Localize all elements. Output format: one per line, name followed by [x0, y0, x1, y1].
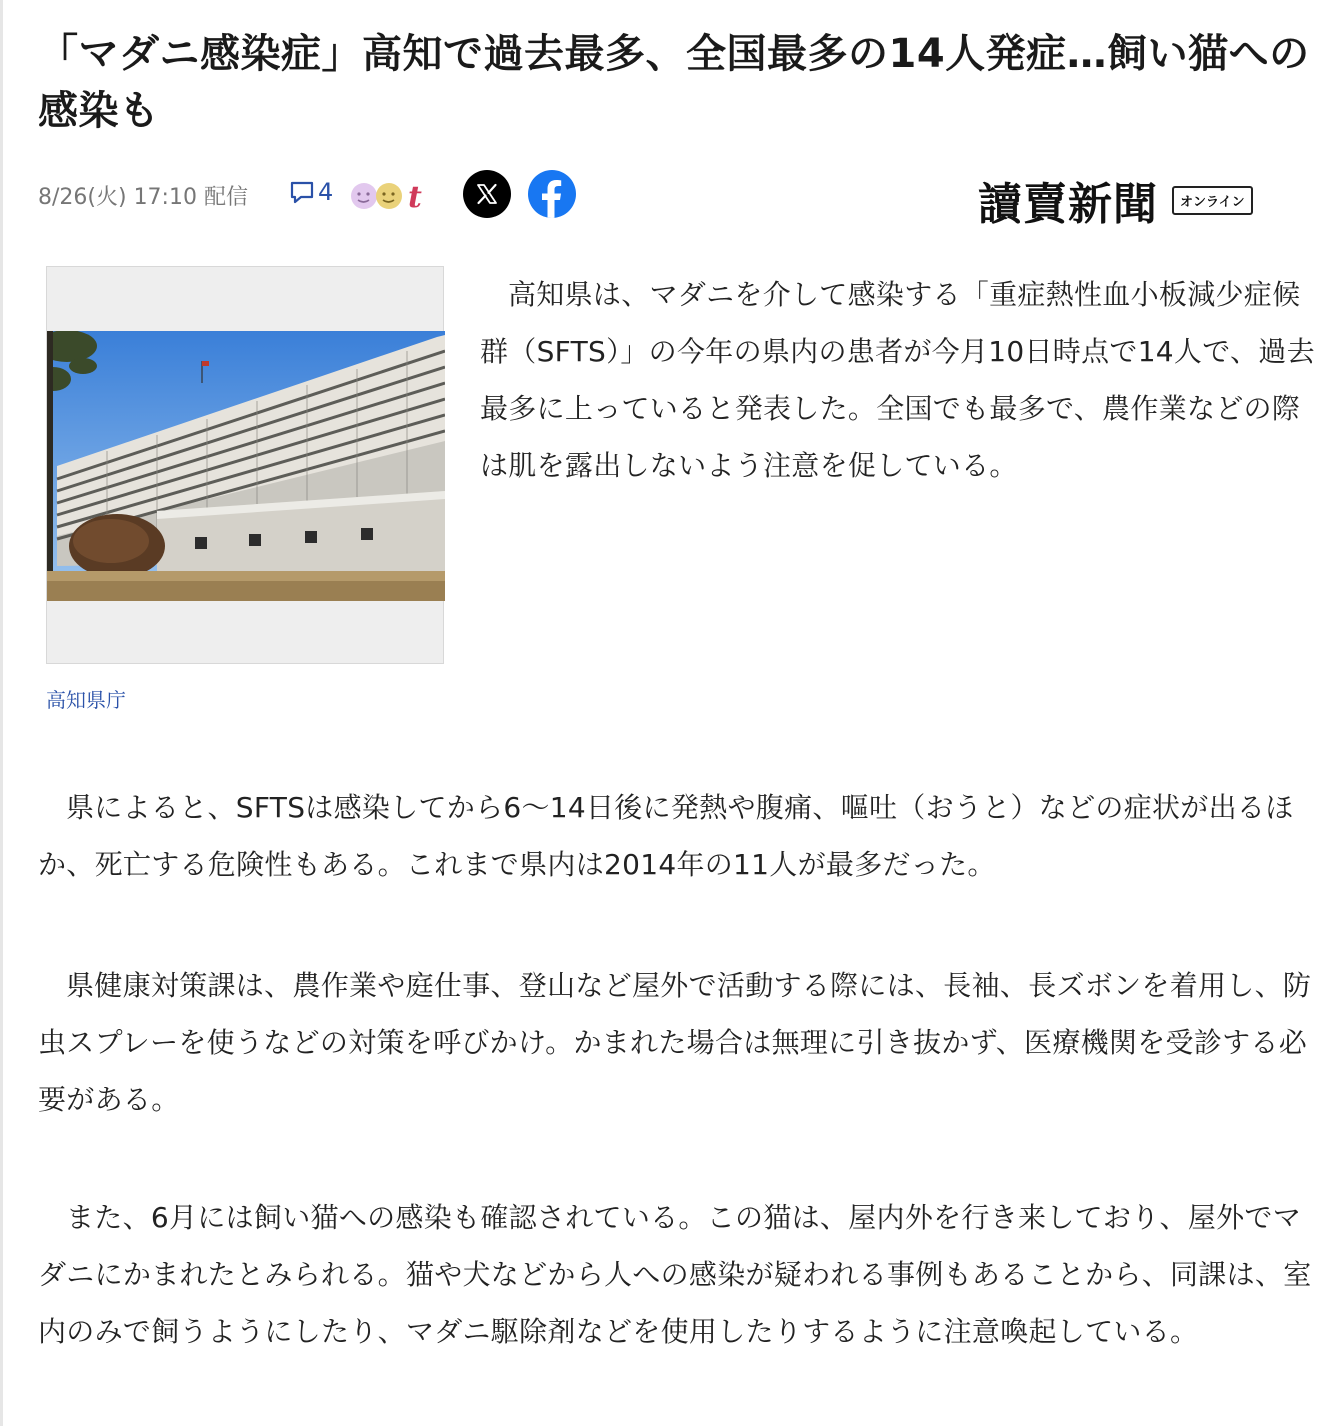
x-logo-icon — [476, 183, 498, 205]
left-border — [0, 0, 3, 1426]
publisher-name: 讀賣新聞 — [978, 179, 1158, 230]
reaction-faces-icon[interactable] — [348, 176, 428, 212]
article-paragraph: 高知県は、マダニを介して感染する「重症熱性血小板減少症候群（SFTS）」の今年の県内の患者が今月10日時点で14人で、過去最多に上っていると発表した。全国でも最多で、農作業などの際は肌を露出しないよう注意を促している。 — [480, 278, 1315, 482]
publisher-badge: オンライン — [1172, 186, 1253, 215]
x-share-button[interactable] — [463, 170, 511, 218]
comment-count: 4 — [318, 178, 334, 206]
article-paragraph: 県健康対策課は、農作業や庭仕事、登山など屋外で活動する際には、長袖、長ズボンを着用し、防虫スプレーを使うなどの対策を呼びかけ。かまれた場合は無理に引き抜かず、医療機関を受診する必要がある。 — [38, 969, 1312, 1116]
comment-link[interactable] — [288, 178, 333, 206]
publisher-logo[interactable] — [978, 168, 1253, 232]
image-caption[interactable]: 高知県庁 — [46, 688, 126, 712]
article-meta — [38, 168, 1318, 230]
article-title: 「マダニ感染症」高知で過去最多、全国最多の14人発症…飼い猫への感染も — [38, 31, 1310, 134]
comment-icon — [288, 178, 316, 206]
article-image[interactable] — [46, 266, 444, 664]
government-building-photo — [47, 331, 445, 601]
publish-date: 8/26(火) 17:10 配信 — [38, 185, 248, 210]
svg-text:t: t — [408, 180, 422, 212]
article-paragraph: また、6月には飼い猫への感染も確認されている。この猫は、屋内外を行き来しており、屋外でマダニにかまれたとみられる。猫や犬などから人への感染が疑われる事例もあることから、同課は、室内のみで飼うようにしたり、マダニ駆除剤などを使用したりするように注意喚起している。 — [38, 1201, 1312, 1348]
article-paragraph: 県によると、SFTSは感染してから6～14日後に発熱や腹痛、嘔吐（おうと）などの症状が出るほか、死亡する危険性もある。これまで県内は2014年の11人が最多だった。 — [38, 791, 1294, 881]
facebook-logo-icon — [528, 170, 576, 218]
facebook-share-button[interactable] — [528, 170, 576, 218]
